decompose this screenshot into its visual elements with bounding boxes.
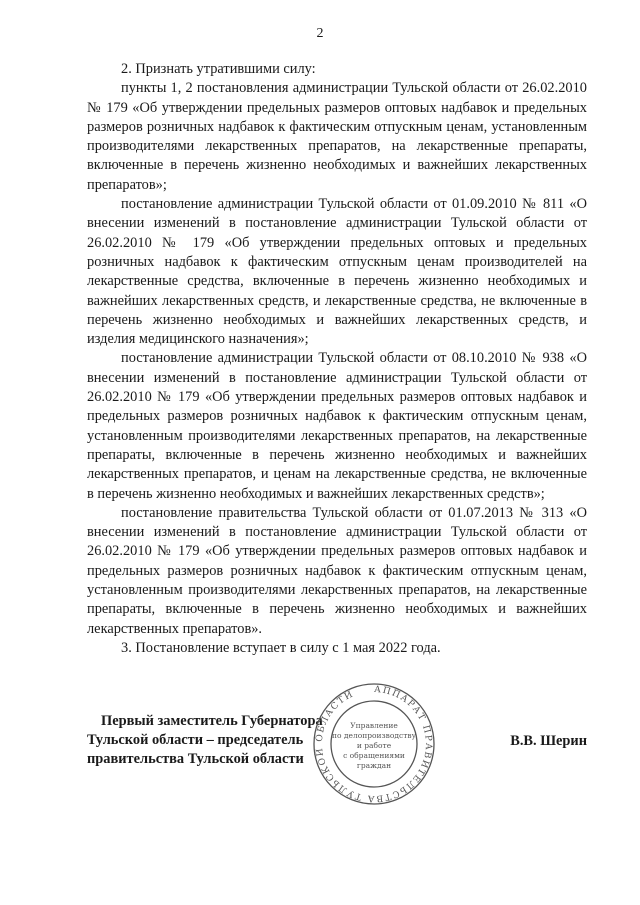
paragraph-6: 3. Постановление вступает в силу с 1 мая 2022 года. [121,639,441,656]
stamp-line-5: граждан [356,761,392,770]
stamp-line-4: с обращениями [343,751,405,760]
signatory-title-line-3: правительства Тульской области [87,751,304,767]
signatory-name: В.В. Шерин [510,733,587,749]
paragraph-3: постановление администрации Тульской области от 01.09.2010 № 811 «О внесении изменений в постановление администрации Тульской области от 26.02.2010 № 179 «Об утверждении предельных оптовых и предельных розничных надбавок к фактическим отпускным ценам производителей на лекарственные средства, включенные в перечень жизненно необходимых и важнейших лекарственных средств, и лекарственные средства, не включенные в перечень жизненно необходимых и важнейших лекарственных средств, и изделия медицинского назначения»; [87,196,587,348]
signatory-title [87,712,323,769]
paragraph-4: постановление администрации Тульской области от 08.10.2010 № 938 «О внесении изменений в постановление администрации Тульской области от 26.02.2010 № 179 «Об утверждении предельных размеров оптовых надбавок и предельных размеров розничных надбавок к фактическим отпускным ценам, установленным производителями лекарственных препаратов, на лекарственные препараты, включенные в перечень жизненно необходимых и важнейших лекарственных препаратов, и ценам на лекарственные средства, не включенные в перечень жизненно необходимых и важнейших лекарственных средств»; [87,350,587,502]
official-stamp [300,682,448,808]
stamp-line-1: Управление [350,721,398,730]
paragraph-1: 2. Признать утратившими силу: [121,61,316,77]
signatory-title-line-2: Тульской области – председатель [87,732,304,748]
stamp-line-3: и работе [356,741,392,750]
signatory-title-line-1: Первый заместитель Губернатора [101,713,323,729]
document-body [87,60,587,658]
paragraph-2: пункты 1, 2 постановления администрации Тульской области от 26.02.2010 № 179 «Об утверждении предельных размеров оптовых надбавок и предельных размеров розничных надбавок к фактическим отпускным ценам, установленным производителями лекарственных препаратов, на лекарственные препараты, включенные в перечень жизненно необходимых и важнейших лекарственных препаратов»; [87,80,587,193]
page-number: 2 [316,26,324,41]
stamp-ring-text: АППАРАТ ПРАВИТЕЛЬСТВА ТУЛЬСКОЙ ОБЛАСТИ [314,684,434,804]
paragraph-5: постановление правительства Тульской области от 01.07.2013 № 313 «О внесении изменений в постановление администрации Тульской области от 26.02.2010 № 179 «Об утверждении предельных размеров оптовых надбавок и предельных размеров розничных надбавок к фактическим отпускным ценам, установленным производителями лекарственных препаратов, на лекарственные препараты, включенные в перечень жизненно необходимых и важнейших лекарственных препаратов». [87,504,587,637]
stamp-line-2: по делопроизводству [332,731,416,740]
